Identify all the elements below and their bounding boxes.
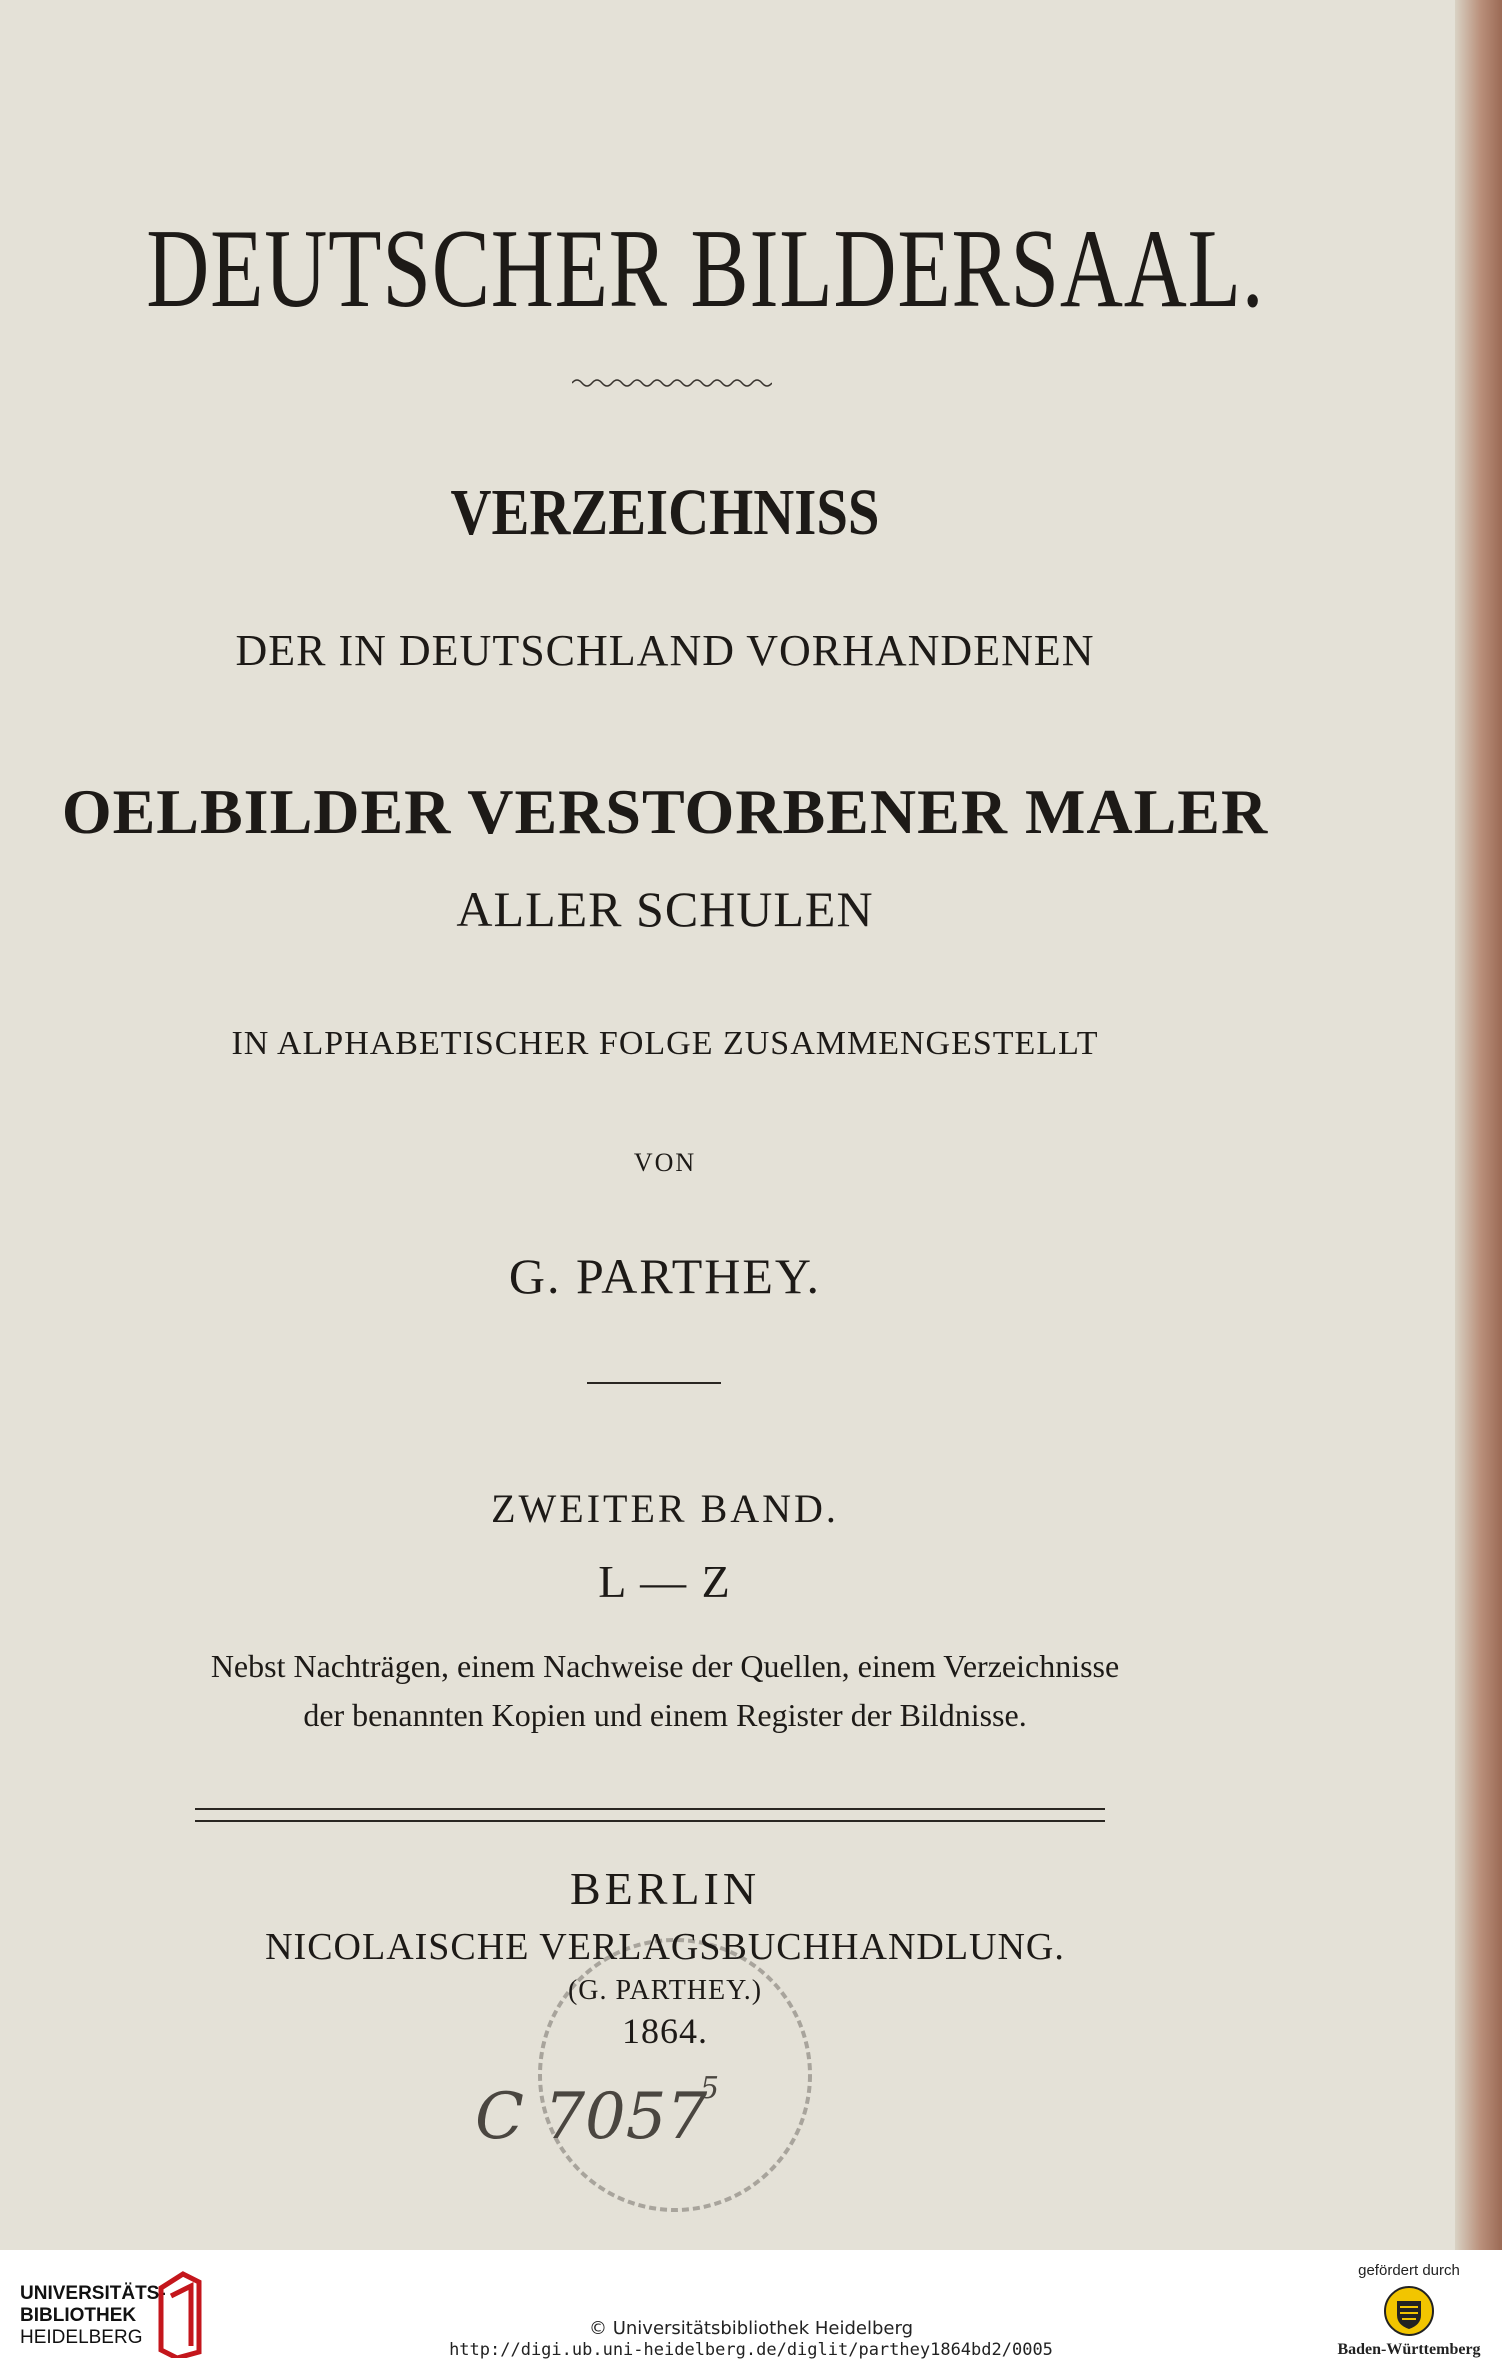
svg-text:5: 5 xyxy=(700,2071,720,2106)
volume-label: ZWEITER BAND. xyxy=(491,1486,839,1531)
copyright-notice: © Universitätsbibliothek Heidelberg xyxy=(588,2318,913,2339)
state-crest-icon xyxy=(1383,2285,1435,2337)
subtitle-line-5: ALLER SCHULEN xyxy=(456,881,874,937)
volume-range: L — Z xyxy=(598,1556,732,1607)
sponsor-name: Baden-Württemberg xyxy=(1337,2341,1481,2358)
sponsor-block[interactable] xyxy=(1334,2262,1484,2359)
contents-note-line-2: der benannten Kopien und einem Register der Bildnisse. xyxy=(303,1697,1027,1733)
by-label: VON xyxy=(633,1148,697,1177)
publisher-name: NICOLAISCHE VERLAGSBUCHHANDLUNG. xyxy=(265,1926,1065,1968)
subtitle-line-4: OELBILDER VERSTORBENER MALER xyxy=(61,776,1269,847)
svg-text:C 7057: C 7057 xyxy=(475,2080,708,2154)
publication-city: BERLIN xyxy=(569,1863,761,1914)
ornament-squiggle xyxy=(572,377,772,389)
publisher-note: (G. PARTHEY.) xyxy=(567,1975,763,2006)
permalink-url[interactable]: http://digi.ub.uni-heidelberg.de/diglit/parthey1864bd2/0005 xyxy=(449,2340,1053,2360)
publication-year: 1864. xyxy=(622,2011,708,2051)
double-divider xyxy=(195,1808,1105,1822)
book-title: DEUTSCHER BILDERSAAL. xyxy=(146,207,1265,331)
handwritten-shelfmark xyxy=(475,2060,775,2170)
short-divider xyxy=(587,1382,721,1384)
book-subtitle: VERZEICHNISS xyxy=(450,476,880,549)
subtitle-line-3: DER IN DEUTSCHLAND VORHANDENEN xyxy=(235,626,1095,675)
contents-note-line-1: Nebst Nachträgen, einem Nachweise der Quellen, einem Verzeichnisse xyxy=(210,1648,1120,1684)
sponsor-label: gefördert durch xyxy=(1358,2262,1460,2279)
library-logo-text[interactable]: UNIVERSITÄTS- BIBLIOTHEK HEIDELBERG xyxy=(20,2283,166,2348)
subtitle-line-6: IN ALPHABETISCHER FOLGE ZUSAMMENGESTELLT xyxy=(231,1025,1099,1062)
author-name: G. PARTHEY. xyxy=(508,1248,822,1304)
page-edge xyxy=(1455,0,1502,2250)
